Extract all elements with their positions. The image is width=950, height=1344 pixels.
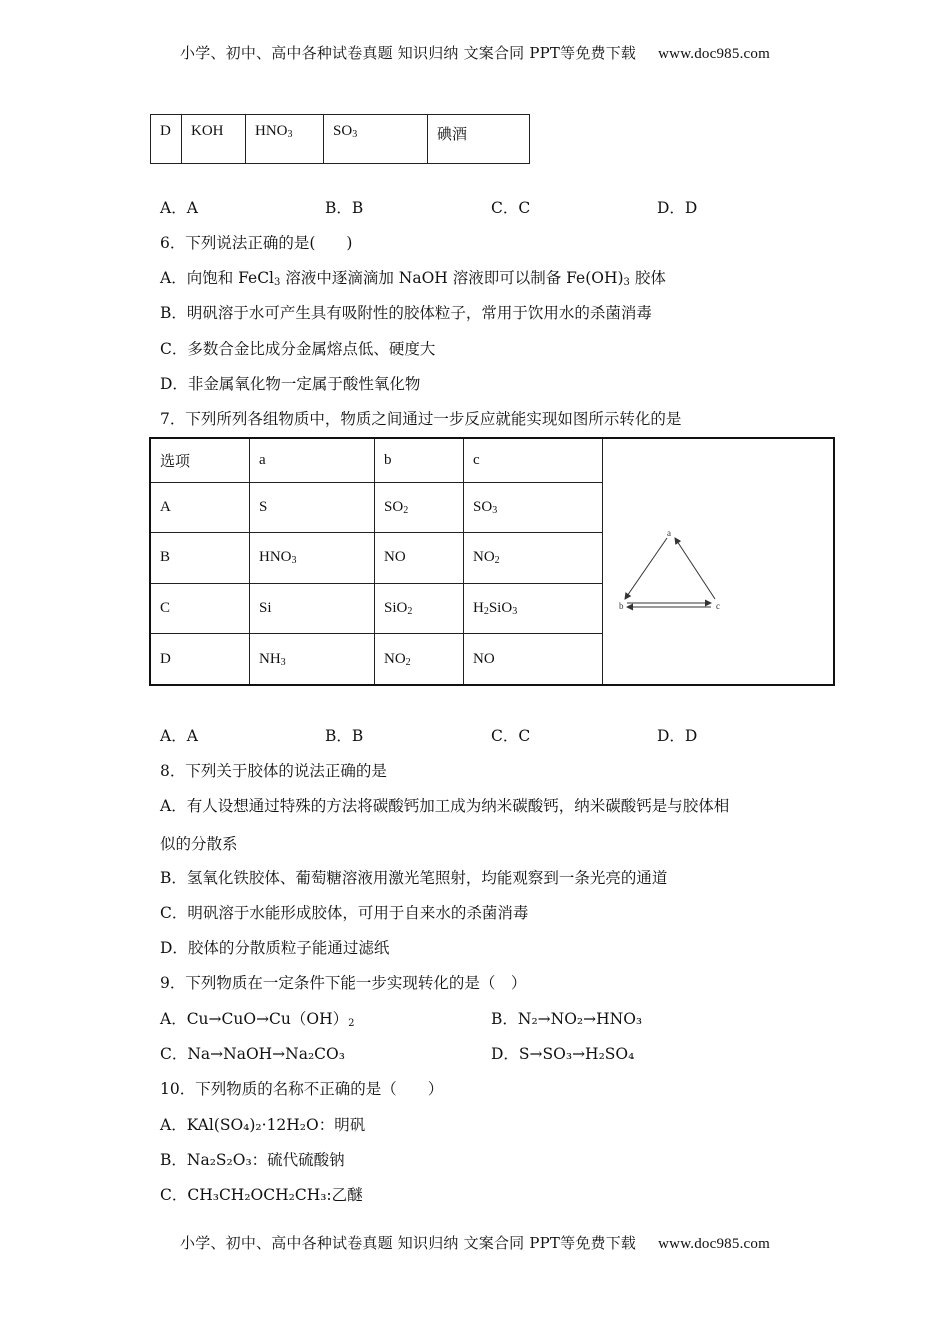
table-row: A S $SO_2$ $SO_3$ (150, 482, 834, 533)
arrow-a-to-b (625, 538, 667, 599)
label-a: a (667, 528, 671, 538)
table-row: C Si SiO$_2$ $H_2SiO_3$ (150, 583, 834, 634)
option: B．B (325, 727, 364, 745)
q9-option-b: B．N₂→NO₂→HNO₃ (491, 1010, 643, 1028)
q10-option-a: A．KAl(SO₄)₂·12H₂O：明矾 (160, 1116, 366, 1134)
q10-option-c: C．CH₃CH₂OCH₂CH₃:乙醚 (160, 1186, 363, 1204)
q6-option-b: B．明矾溶于水可产生具有吸附性的胶体粒子，常用于饮用水的杀菌消毒 (160, 304, 652, 322)
page-footer (0, 1232, 950, 1253)
q8-stem: 8．下列关于胶体的说法正确的是 (160, 762, 387, 780)
table-row: B $HNO_3$ NO $NO_2$ (150, 533, 834, 584)
q9-option-d: D．S→SO₃→H₂SO₄ (491, 1045, 635, 1063)
q6-option-d: D．非金属氧化物一定属于酸性氧化物 (160, 375, 421, 393)
cell: $SO_3$ (324, 115, 428, 164)
arrow-c-to-a (675, 538, 715, 599)
diagram-cell (603, 438, 835, 685)
option: A．A (160, 199, 198, 217)
header-cell: a (250, 438, 375, 482)
cell: 碘酒 (428, 115, 530, 164)
option: D．D (657, 727, 698, 745)
option: D．D (657, 199, 698, 217)
q9-option-a: A．$Cu\to CuO\to Cu(OH)_2$ (160, 1010, 355, 1029)
q8-option-d: D．胶体的分散质粒子能通过滤纸 (160, 939, 390, 957)
q9-stem: 9．下列物质在一定条件下能一步实现转化的是（ ） (160, 974, 527, 992)
footer-site: www.doc985.com (658, 1236, 770, 1252)
cell: D (151, 115, 182, 164)
option: B．B (325, 199, 364, 217)
option: C．C (491, 727, 531, 745)
q6-option-c: C．多数合金比成分金属熔点低、硬度大 (160, 340, 436, 358)
q10-option-b: B．Na₂S₂O₃：硫代硫酸钠 (160, 1151, 345, 1169)
header-cell: c (464, 438, 603, 482)
q8-option-a-cont: 似的分散系 (160, 835, 238, 853)
page-header (0, 42, 950, 63)
q7-table (149, 437, 835, 686)
q9-option-c: C．Na→NaOH→Na₂CO₃ (160, 1045, 345, 1063)
header-cell: 选项 (150, 438, 250, 482)
q10-stem: 10．下列物质的名称不正确的是（ ） (160, 1080, 444, 1098)
q7-stem: 7．下列所列各组物质中，物质之间通过一步反应就能实现如图所示转化的是 (160, 410, 682, 428)
label-b: b (619, 601, 624, 611)
label-c: c (716, 601, 720, 611)
footer-text: 小学、初中、高中各种试卷真题 知识归纳 文案合同 PPT等免费下载 (180, 1234, 637, 1252)
q6-stem: 6．下列说法正确的是( ) (160, 234, 353, 252)
q8-option-c: C．明矾溶于水能形成胶体，可用于自来水的杀菌消毒 (160, 904, 529, 922)
q8-option-b: B．氢氧化铁胶体、葡萄糖溶液用激光笔照射，均能观察到一条光亮的通道 (160, 869, 668, 887)
header-site: www.doc985.com (658, 46, 770, 62)
cell: KOH (182, 115, 246, 164)
option: C．C (491, 199, 531, 217)
q6-option-a: A．向饱和 FeCl$_3$ 溶液中逐滴滴加 NaOH 溶液即可以制备 $Fe(OH)_3$ 胶体 (160, 269, 666, 288)
q8-option-a: A．有人设想通过特殊的方法将碳酸钙加工成为纳米碳酸钙，纳米碳酸钙是与胶体相 (160, 797, 730, 815)
header-cell: b (375, 438, 464, 482)
option: A．A (160, 727, 198, 745)
top-table (150, 114, 530, 164)
cell: $HNO_3$ (246, 115, 324, 164)
conversion-diagram (603, 439, 833, 679)
table-row: D $NH_3$ $NO_2$ NO (150, 634, 834, 685)
header-text: 小学、初中、高中各种试卷真题 知识归纳 文案合同 PPT等免费下载 (180, 44, 637, 62)
